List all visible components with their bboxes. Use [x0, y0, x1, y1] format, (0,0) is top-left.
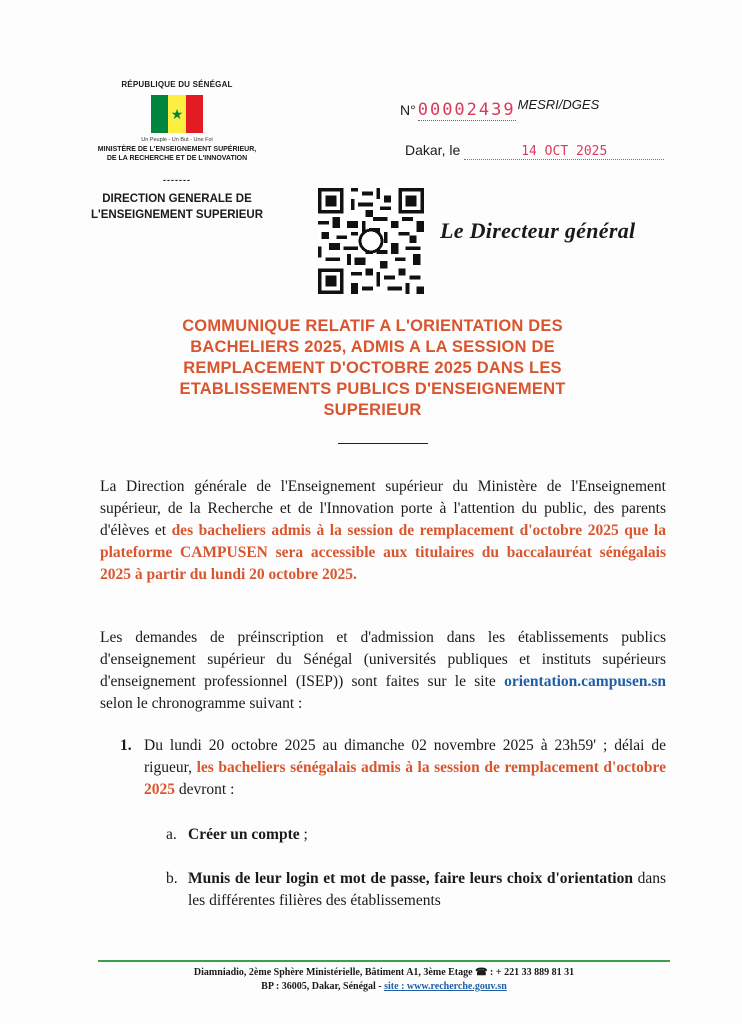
signer-title: Le Directeur général	[440, 218, 636, 243]
item1-highlight: les bacheliers sénégalais admis à la session de remplacement d'octobre 2025	[144, 759, 666, 798]
title-underline	[338, 443, 428, 444]
procedure-end: selon le chronogramme suivant :	[100, 695, 303, 712]
qr-code-icon	[318, 188, 424, 294]
title-line-3: REMPLACEMENT D'OCTOBRE 2025 DANS LES	[183, 359, 562, 377]
item1-text: Du lundi 20 octobre 2025 au dimanche 02 novembre 2025 à 23h59' ; délai de rigueur,	[144, 737, 666, 776]
title-line-1: COMMUNIQUE RELATIF A L'ORIENTATION DES	[182, 317, 563, 335]
sub-item-text	[188, 824, 308, 846]
sub-a-end: ;	[299, 826, 308, 843]
ministry-line-2: DE LA RECHERCHE ET DE L'INNOVATION	[106, 155, 248, 162]
senegal-flag-icon	[151, 95, 203, 133]
intro-text: La Direction générale de l'Enseignement supérieur du Ministère de l'Enseignement supérieur, de la Recherche et de l'Innovation porte à l'attention du public, des parents d'élèves et	[100, 478, 666, 539]
sub-b-bold: Munis de leur login et mot de passe, faire leurs choix d'orientation	[188, 870, 633, 887]
flag-yellow-band	[168, 95, 185, 133]
sub-item-b	[166, 868, 666, 912]
letterhead	[62, 80, 292, 223]
sub-item-text	[188, 868, 666, 912]
intro-highlight: des bacheliers admis à la session de remplacement d'octobre 2025 que la plateforme CAMPUSEN sera accessible aux titulaires du baccalauréat sénégalais 2025 à partir du lundi 20 octobre 2025.	[100, 522, 666, 583]
letterhead-separator: -------	[163, 175, 191, 185]
footer-divider	[98, 960, 670, 962]
paragraph-procedure	[100, 627, 666, 715]
direction-line-1: DIRECTION GENERALE DE	[102, 193, 252, 205]
direction-name	[62, 191, 292, 223]
reference-number	[400, 97, 600, 121]
sub-a-bold: Créer un compte	[188, 826, 300, 843]
direction-line-2: L'ENSEIGNEMENT SUPERIEUR	[90, 209, 264, 221]
title-line-4: ETABLISSEMENTS PUBLICS D'ENSEIGNEMENT	[179, 380, 566, 398]
communique-title	[120, 316, 625, 421]
paragraph-intro	[100, 476, 666, 586]
reference-office: MESRI/DGES	[517, 97, 600, 112]
title-line-2: BACHELIERS 2025, ADMIS A LA SESSION DE	[190, 338, 555, 356]
list-item-number: 1.	[120, 737, 132, 754]
item1-end: devront :	[175, 781, 235, 798]
date-line	[405, 142, 664, 160]
footer-site-link[interactable]: site : www.recherche.gouv.sn	[384, 981, 507, 992]
ministry-line-1: MINISTÈRE DE L'ENSEIGNEMENT SUPÉRIEUR,	[97, 146, 257, 153]
procedure-text: Les demandes de préinscription et d'admission dans les établissements publics d'enseignement supérieur du Sénégal (universités publiques et instituts supérieurs d'enseignement professionnel (ISEP)) sont faites sur le site	[100, 629, 666, 690]
date-stamp: 14 OCT 2025	[521, 144, 608, 159]
sub-item-a	[166, 824, 666, 846]
ministry-name	[62, 145, 292, 163]
flag-green-band	[151, 95, 168, 133]
sub-item-letter: b.	[166, 870, 178, 887]
footer-bp: BP : 36005, Dakar, Sénégal -	[261, 981, 385, 992]
footer	[98, 966, 670, 994]
title-line-5: SUPERIEUR	[323, 401, 422, 419]
date-prefix: Dakar, le	[405, 142, 461, 158]
sub-b-end: dans les différentes filières des établissements	[188, 870, 666, 909]
list-item-text	[144, 735, 666, 801]
reference-stamp: 00002439	[417, 100, 516, 120]
reference-prefix: N°	[400, 102, 416, 118]
star-icon: ★	[170, 106, 184, 122]
footer-address: Diamniadio, 2ème Sphère Ministérielle, Bâtiment A1, 3ème Etage ☎ : + 221 33 889 81 31	[193, 967, 575, 978]
list-item	[120, 735, 666, 801]
country-name: RÉPUBLIQUE DU SÉNÉGAL	[121, 80, 233, 89]
flag-red-band	[186, 95, 203, 133]
footer-contact	[98, 980, 670, 994]
campusen-link[interactable]: orientation.campusen.sn	[504, 673, 666, 690]
sub-item-letter: a.	[166, 826, 177, 843]
date-field	[464, 142, 664, 160]
national-motto: Un Peuple - Un But - Une Foi	[141, 137, 213, 143]
